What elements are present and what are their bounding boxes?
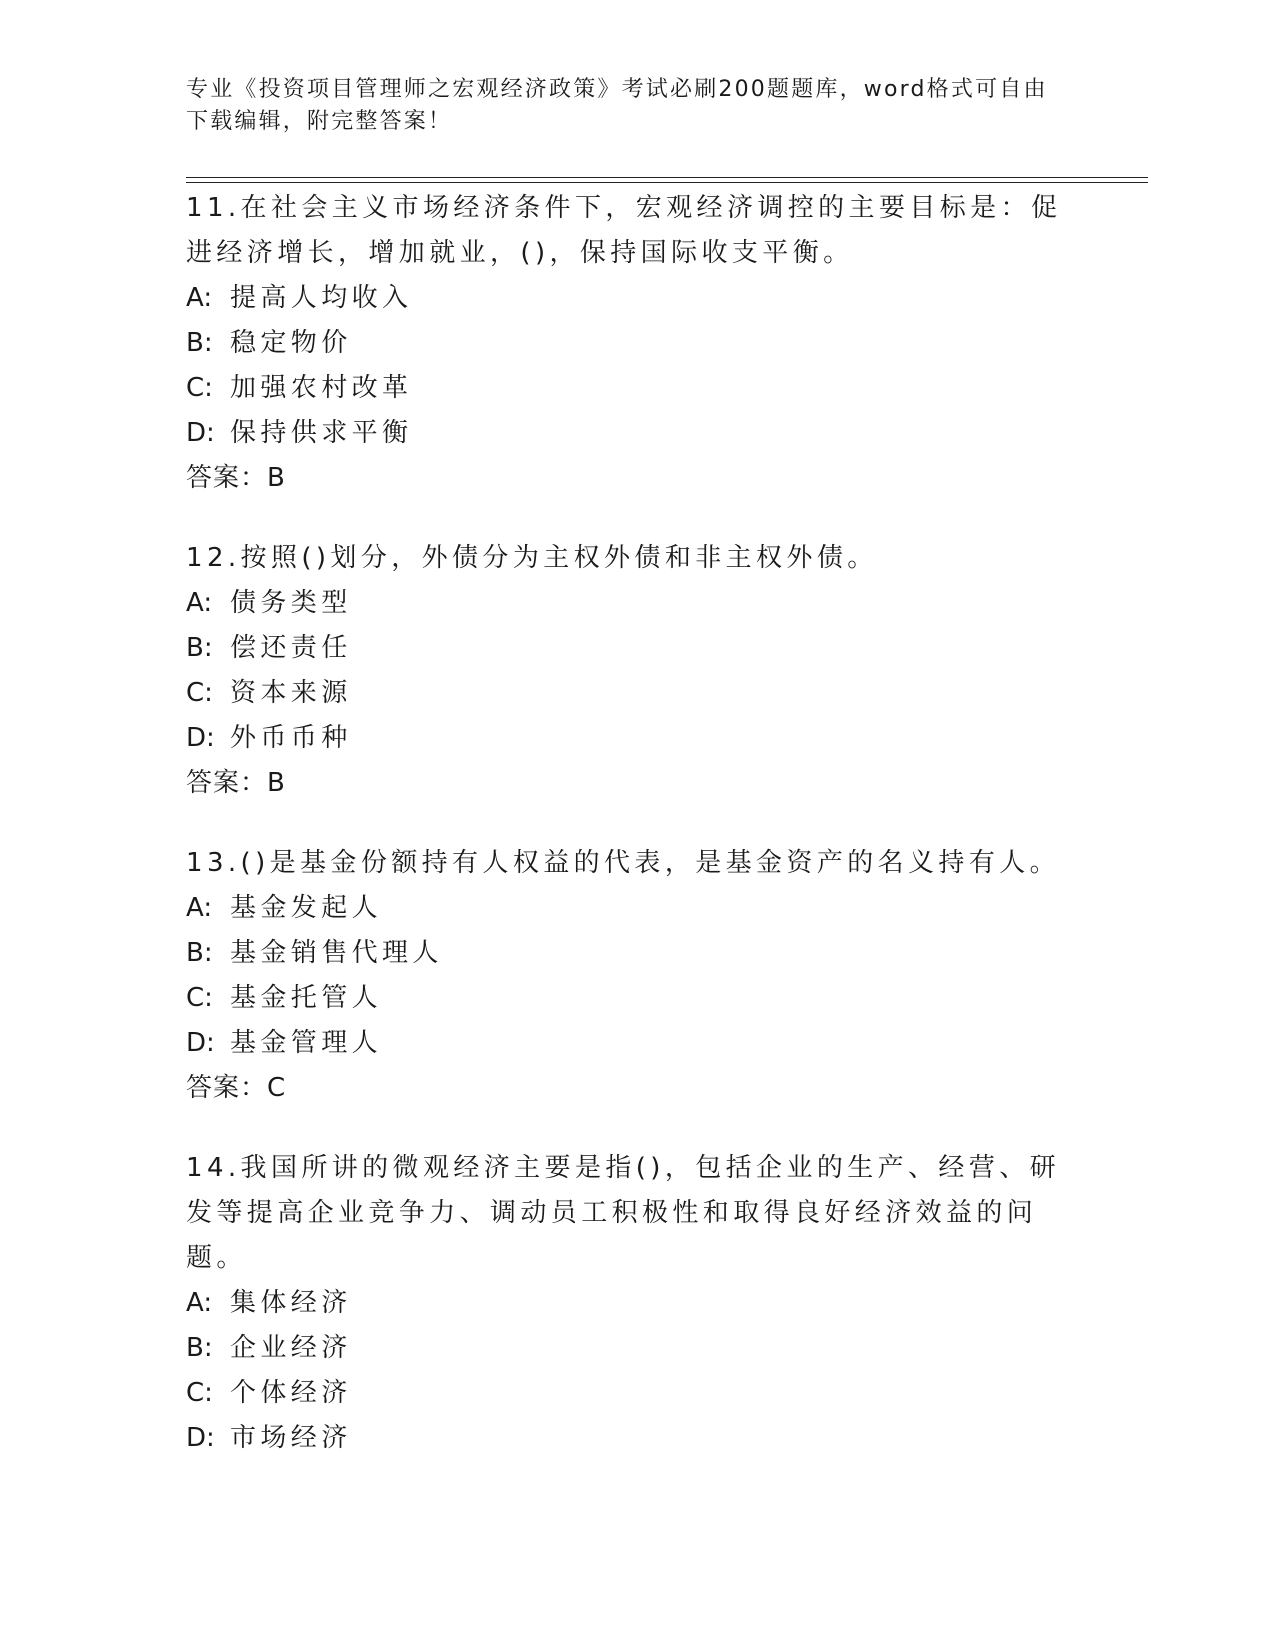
option-b [186,1326,1066,1371]
question-block [186,841,1066,1111]
option-c [186,976,1066,1021]
option-letter: B: [186,1333,213,1363]
option-text: 基金销售代理人 [230,938,443,968]
option-text: 偿还责任 [230,633,352,663]
option-d [186,1416,1066,1461]
option-letter: C: [186,1378,213,1408]
option-a [186,276,1066,321]
question-stem: 12.按照()划分，外债分为主权外债和非主权外债。 [186,543,878,573]
option-letter: B: [186,938,213,968]
option-c [186,366,1066,411]
option-text: 稳定物价 [230,328,352,358]
document-intro: 专业《投资项目管理师之宏观经济政策》考试必刷200题题库，word格式可自由下载编辑，附完整答案！ [186,77,1048,134]
option-letter: C: [186,678,213,708]
option-letter: A: [186,893,213,923]
option-b [186,321,1066,366]
option-text: 基金管理人 [230,1028,383,1058]
question-block [186,1146,1066,1461]
option-letter: B: [186,633,213,663]
option-d [186,1021,1066,1066]
option-d [186,716,1066,761]
option-letter: D: [186,1028,215,1058]
question-block [186,186,1066,501]
option-c [186,671,1066,716]
option-c [186,1371,1066,1416]
option-text: 企业经济 [230,1333,352,1363]
question-block [186,536,1066,806]
question-stem: 14.我国所讲的微观经济主要是指()，包括企业的生产、经营、研发等提高企业竞争力、调动员工积极性和取得良好经济效益的问题。 [186,1153,1061,1273]
answer-line: 答案：B [186,463,286,493]
option-letter: A: [186,283,213,313]
option-letter: D: [186,1423,215,1453]
option-text: 保持供求平衡 [230,418,413,448]
option-text: 集体经济 [230,1288,352,1318]
option-a [186,1281,1066,1326]
option-letter: D: [186,418,215,448]
option-text: 个体经济 [230,1378,352,1408]
option-text: 外币币种 [230,723,352,753]
option-letter: C: [186,373,213,403]
option-text: 市场经济 [230,1423,352,1453]
answer-line: 答案：C [186,1073,287,1103]
question-stem: 11.在社会主义市场经济条件下，宏观经济调控的主要目标是：促进经济增长，增加就业，()，保持国际收支平衡。 [186,193,1062,268]
option-d [186,411,1066,456]
question-stem: 13.()是基金份额持有人权益的代表，是基金资产的名义持有人。 [186,848,1061,878]
option-letter: C: [186,983,213,1013]
option-letter: B: [186,328,213,358]
option-letter: A: [186,1288,213,1318]
option-b [186,626,1066,671]
option-letter: A: [186,588,213,618]
option-text: 提高人均收入 [230,283,413,313]
option-b [186,931,1066,976]
option-a [186,886,1066,931]
option-text: 基金托管人 [230,983,383,1013]
option-text: 加强农村改革 [230,373,413,403]
answer-line: 答案：B [186,768,286,798]
option-text: 债务类型 [230,588,352,618]
option-text: 基金发起人 [230,893,383,923]
option-a [186,581,1066,626]
option-letter: D: [186,723,215,753]
header-divider [186,177,1148,183]
option-text: 资本来源 [230,678,352,708]
